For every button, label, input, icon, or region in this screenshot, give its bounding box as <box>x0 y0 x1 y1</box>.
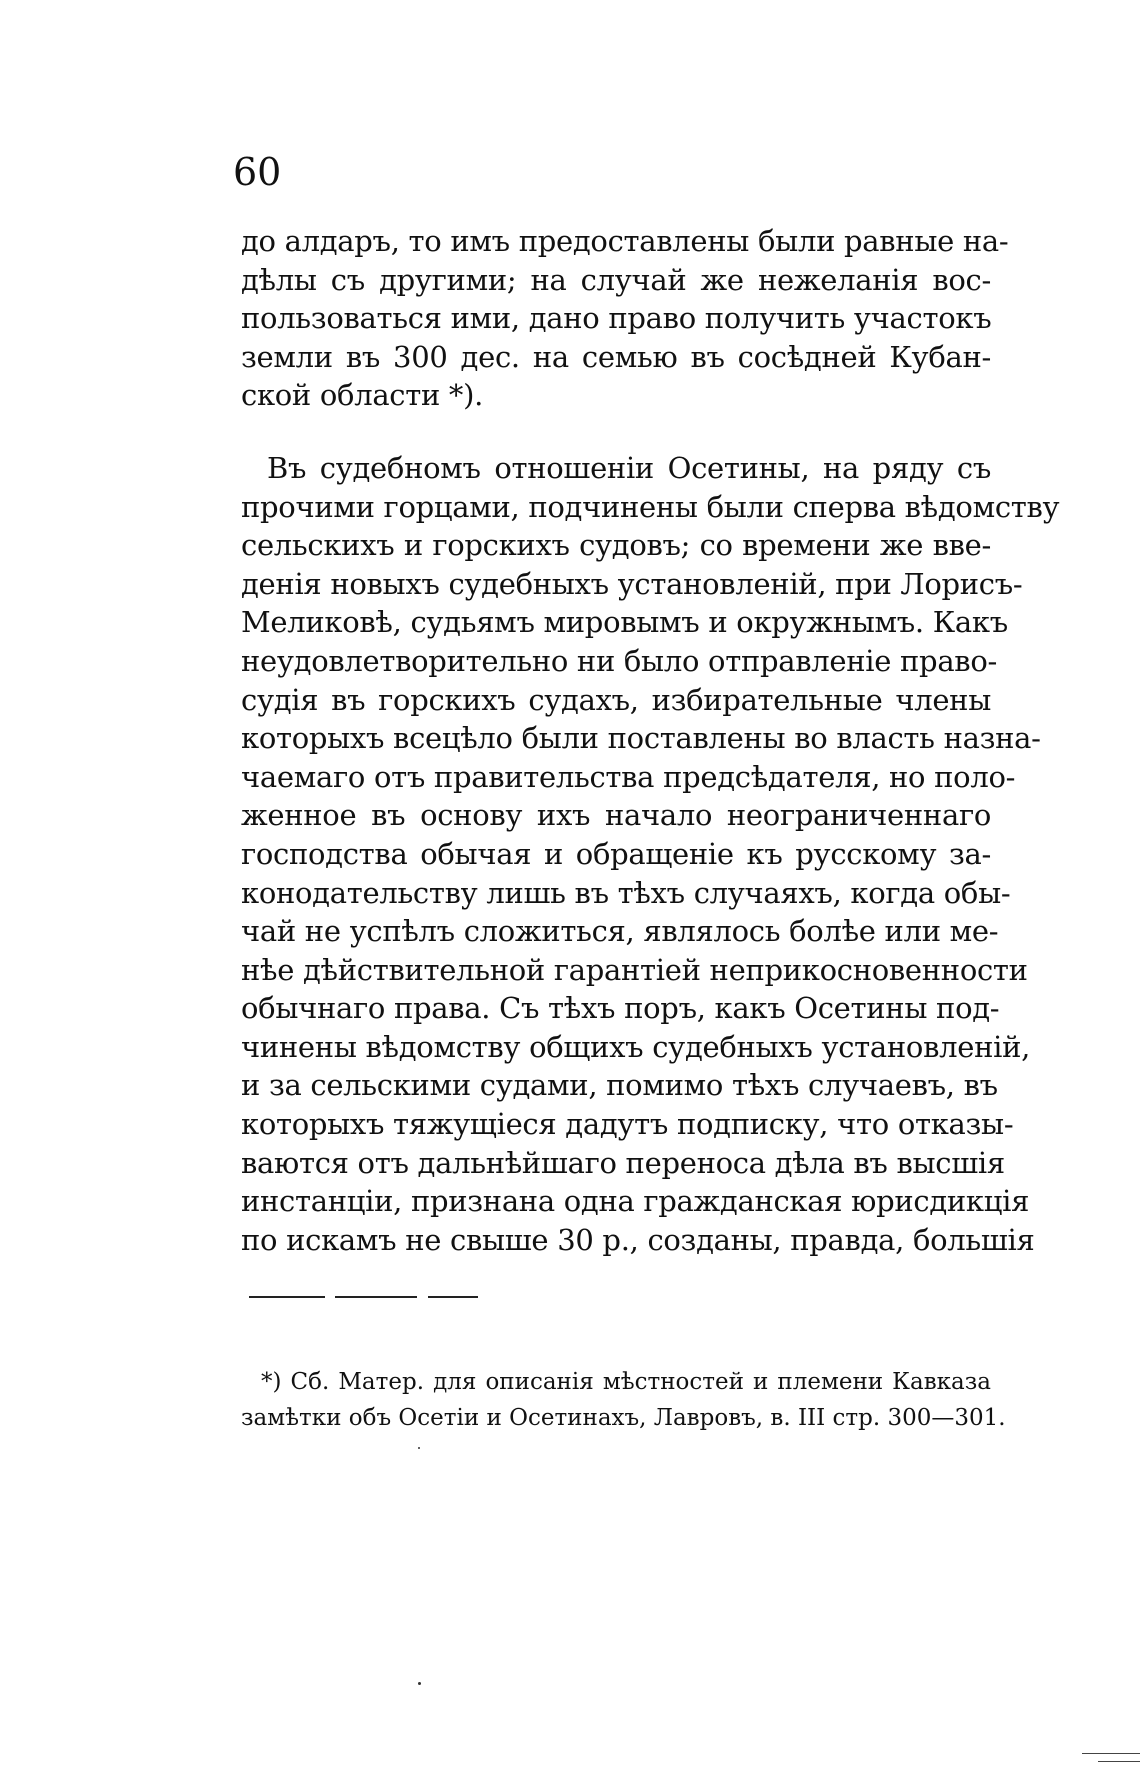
footnote-rule <box>335 1296 417 1298</box>
text-line: господства обычая и обращеніе къ русскому за- <box>241 836 991 871</box>
text-line: обычнаго права. Съ тѣхъ поръ, какъ Осетины под- <box>241 991 1000 1026</box>
text-line: сельскихъ и горскихъ судовъ; со времени же вве- <box>241 528 991 563</box>
text-line: по искамъ не свыше 30 р., созданы, правда, большія <box>241 1222 1035 1257</box>
paragraph-2 <box>241 449 1060 1259</box>
scan-speck <box>418 1682 421 1685</box>
text-line: инстанціи, признана одна гражданская юрисдикція <box>241 1184 1030 1219</box>
text-line: которыхъ всецѣло были поставлены во власть назна- <box>241 721 1041 756</box>
scan-edge-mark <box>1082 1753 1140 1754</box>
text-line: до алдаръ, то имъ предоставлены были равные на- <box>241 224 1009 258</box>
text-line: нѣе дѣйствительной гарантіей неприкосновенности <box>241 952 1028 987</box>
text-line: и за сельскими судами, помимо тѣхъ случаевъ, въ <box>241 1068 998 1103</box>
footnote-rule <box>428 1296 478 1298</box>
paragraph-gap <box>241 415 991 449</box>
text-line: женное въ основу ихъ начало неограниченнаго <box>241 798 991 833</box>
text-line: прочими горцами, подчинены были сперва вѣдомству <box>241 489 1060 524</box>
text-line: пользоваться ими, дано право получить участокъ <box>241 301 992 336</box>
text-line: ваются отъ дальнѣйшаго переноса дѣла въ высшія <box>241 1145 1005 1180</box>
footnote-line: замѣтки объ Осетіи и Осетинахъ, Лавровъ, в. III стр. 300—301. <box>241 1405 1006 1431</box>
text-line: земли въ 300 дес. на семью въ сосѣдней Кубан- <box>241 339 991 374</box>
text-line: ской области *). <box>241 378 484 413</box>
page-number: 60 <box>233 150 282 194</box>
text-line: Въ судебномъ отношеніи Осетины, на ряду съ <box>267 450 991 485</box>
text-line: неудовлетворительно ни было отправленіе право- <box>241 643 997 678</box>
text-line: чаемаго отъ правительства предсѣдателя, но поло- <box>241 759 1016 794</box>
text-line: дѣлы съ другими; на случай же нежеланія вос- <box>241 262 991 297</box>
footnote-rule <box>249 1296 325 1298</box>
text-line: денія новыхъ судебныхъ установленій, при Лорисъ- <box>241 566 1023 601</box>
footnote <box>241 1364 1006 1436</box>
text-line: судія въ горскихъ судахъ, избирательные члены <box>241 682 991 717</box>
text-line: Меликовѣ, судьямъ мировымъ и окружнымъ. Какъ <box>241 605 1008 640</box>
text-line: чинены вѣдомству общихъ судебныхъ установленій, <box>241 1029 1031 1064</box>
footnote-line: *) Сб. Матер. для описанія мѣстностей и племени Кавказа <box>261 1369 991 1395</box>
text-line: чай не успѣлъ сложиться, являлось болѣе или ме- <box>241 914 999 949</box>
body-text <box>241 222 1060 1259</box>
text-line: которыхъ тяжущіеся дадутъ подписку, что отказы- <box>241 1107 1014 1142</box>
text-line: конодательству лишь въ тѣхъ случаяхъ, когда обы- <box>241 875 1011 910</box>
paragraph-1 <box>241 222 1009 415</box>
scan-edge-mark <box>1098 1761 1140 1762</box>
scan-speck <box>418 1447 420 1449</box>
